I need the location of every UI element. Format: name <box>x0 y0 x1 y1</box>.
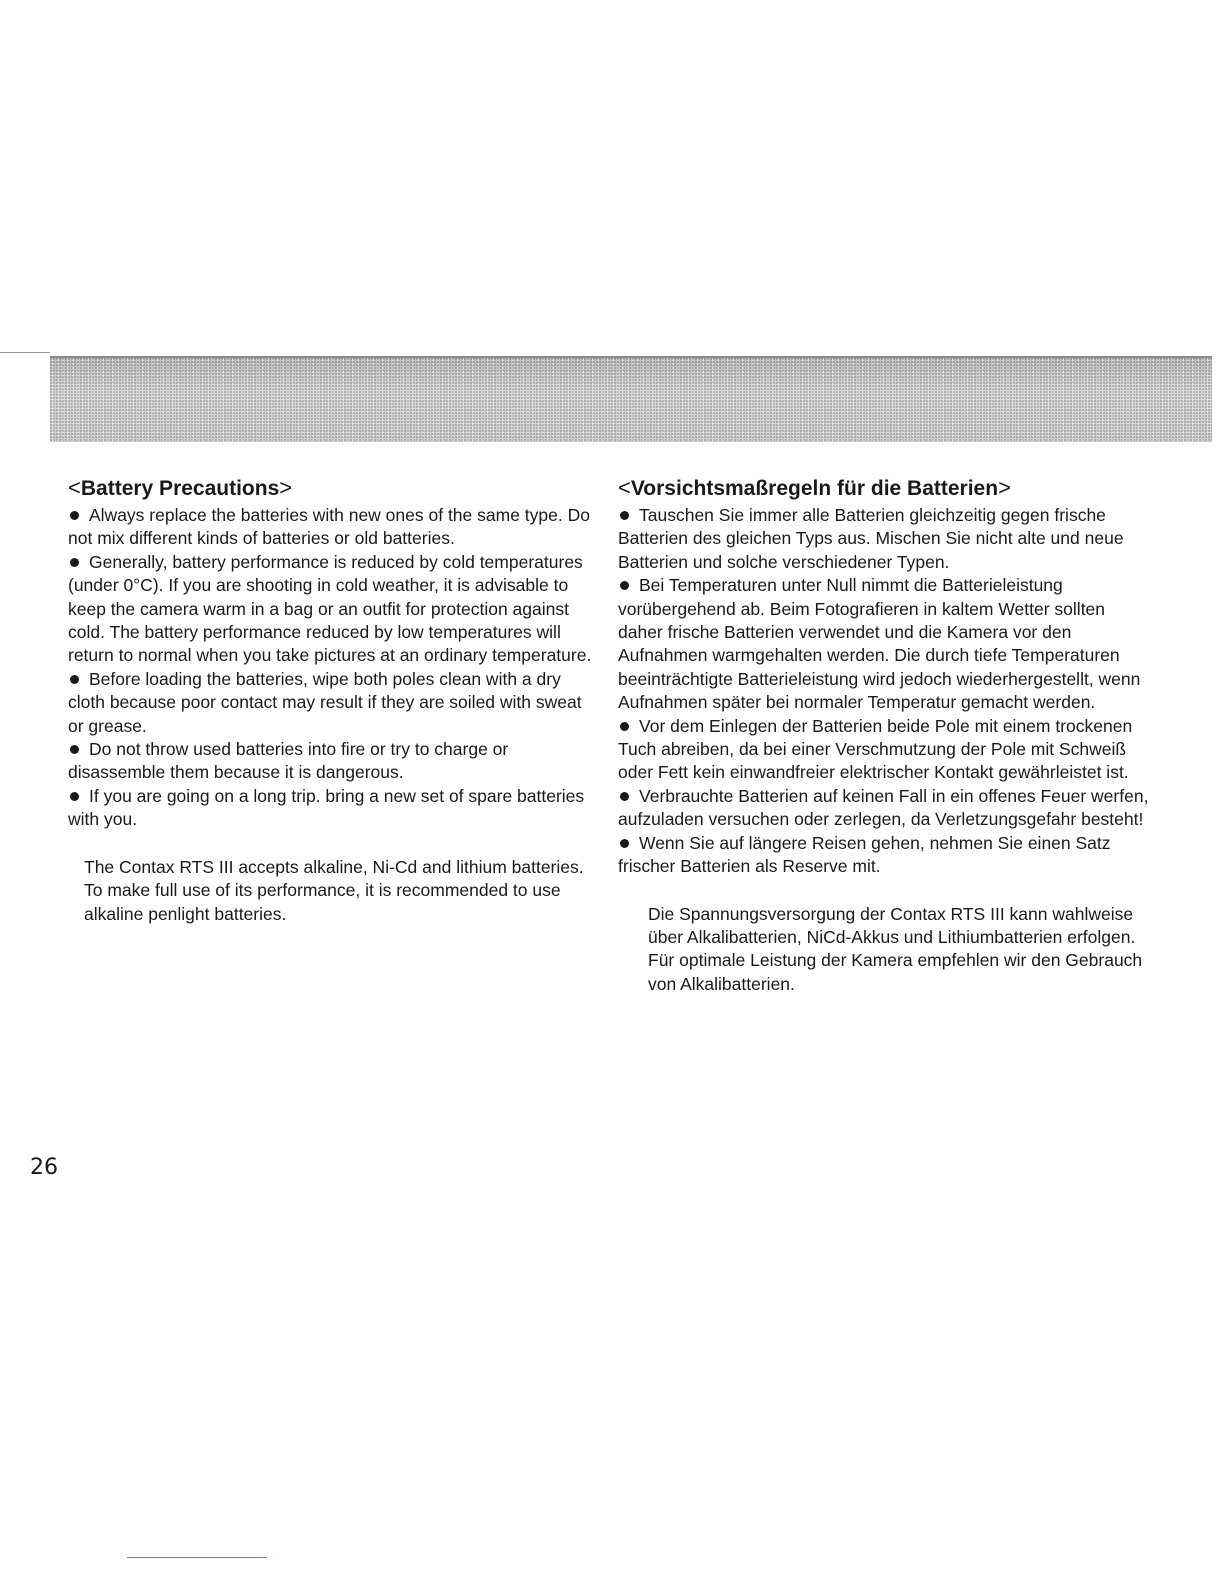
heading-bracket-open: < <box>68 475 81 500</box>
bullet-icon <box>620 722 629 731</box>
header-rule <box>0 352 50 353</box>
bullet-icon <box>620 792 629 801</box>
english-heading <box>68 474 593 502</box>
bullet-icon <box>620 839 629 848</box>
list-item <box>618 574 1153 714</box>
english-note: The Contax RTS III accepts alkaline, Ni-Cd and lithium batteries. To make full use of its performance, it is recommended to use alkaline penlight batteries. <box>84 856 584 924</box>
bullet-text: Do not throw used batteries into fire or try to charge or disassemble them because it is dangerous. <box>68 739 509 783</box>
list-item <box>618 785 1153 832</box>
bullet-text: Before loading the batteries, wipe both poles clean with a dry cloth because poor contact may result if they are soiled with sweat or grease. <box>68 668 582 736</box>
bullet-text: Vor dem Einlegen der Batterien beide Pole mit einem trockenen Tuch abreiben, da bei einer Verschmutzung der Pole mit Schweiß oder Fett kein einwandfreier elektrischer Kontakt gewährleistet ist. <box>618 715 1133 783</box>
list-item <box>618 832 1153 879</box>
bullet-text: Tauschen Sie immer alle Batterien gleichzeitig gegen frische Batterien des gleichen Typs aus. Mischen Sie nicht alte und neue Batterien und solche verschiedener Typen. <box>618 505 1124 572</box>
bottom-line <box>127 1557 267 1558</box>
german-section <box>618 474 1153 1014</box>
bullet-icon <box>70 558 79 567</box>
bullet-icon <box>70 745 79 754</box>
german-bullet-list <box>618 504 1153 879</box>
bullet-icon <box>620 581 629 590</box>
bullet-text: If you are going on a long trip. bring a new set of spare batteries with you. <box>68 785 585 830</box>
bullet-icon <box>70 675 79 684</box>
bullet-text: Always replace the batteries with new ones of the same type. Do not mix different kinds of batteries or old batteries. <box>68 505 590 549</box>
heading-bracket-close: > <box>279 475 293 500</box>
german-heading <box>618 474 1153 502</box>
heading-bracket-open: < <box>618 475 631 500</box>
bullet-text: Generally, battery performance is reduced by cold temperatures (under 0°C). If you are shooting in cold weather, it is advisable to keep the camera warm in a bag or an outfit for protection against cold. The battery performance reduced by low temperatures will return to normal when you take pictures at an ordinary temperature. <box>68 551 592 666</box>
list-item <box>68 551 593 668</box>
heading-bracket-close: > <box>998 475 1011 500</box>
bullet-icon <box>70 792 79 801</box>
list-item <box>618 715 1153 785</box>
english-section <box>68 474 593 943</box>
bullet-icon <box>70 511 79 520</box>
list-item <box>68 504 593 551</box>
german-note: Die Spannungsversorgung der Contax RTS III kann wahlweise über Alkalibatterien, NiCd-Akkus und Lithiumbatterien erfolgen. Für optimale Leistung der Kamera empfehlen wir den Gebrauch von Alkalibatterien. <box>648 903 1143 994</box>
list-item <box>68 785 593 832</box>
header-band <box>50 356 1212 442</box>
bullet-text: Verbrauchte Batterien auf keinen Fall in ein offenes Feuer werfen, aufzuladen versuchen oder zerlegen, da Verletzungsgefahr besteht! <box>618 785 1149 830</box>
english-bullet-list <box>68 504 593 832</box>
list-item <box>68 738 593 785</box>
english-heading-text: Battery Precautions <box>80 477 280 500</box>
bullet-text: Bei Temperaturen unter Null nimmt die Batterieleistung vorübergehend ab. Beim Fotografieren in kaltem Wetter sollten daher frische Batterien verwendet und die Kamera vor den Aufnahmen warmgehalten werden. Die durch tiefe Temperaturen beeinträchtigte Batterieleistung wird jedoch wiederhergestellt, wenn Aufnahmen später bei normaler Temperatur gemacht werden. <box>618 575 1141 713</box>
page-number: 26 <box>30 1155 58 1180</box>
bullet-text: Wenn Sie auf längere Reisen gehen, nehmen Sie einen Satz frischer Batterien als Reserve mit. <box>618 832 1111 877</box>
bullet-icon <box>620 511 629 520</box>
list-item <box>68 668 593 738</box>
list-item <box>618 504 1153 574</box>
german-heading-text: Vorsichtsmaßregeln für die Batterien <box>630 477 999 500</box>
